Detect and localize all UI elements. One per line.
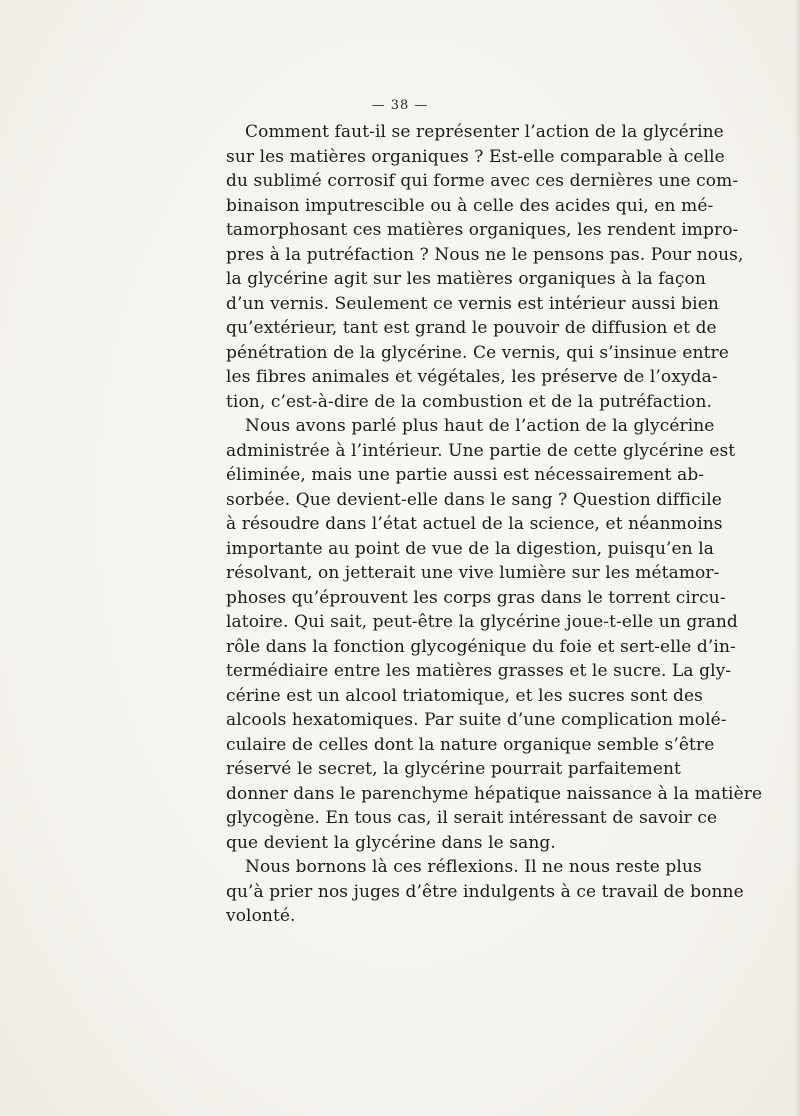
paragraph-2 (226, 414, 763, 855)
text-line: éliminée, mais une partie aussi est nécessairement ab- (226, 465, 705, 485)
text-line: Comment faut-il se représenter l’action de la glycérine (245, 122, 724, 142)
text-line: phoses qu’éprouvent les corps gras dans le torrent circu- (226, 587, 726, 608)
text-line: les fibres animales et végétales, les préserve de l’oxyda- (226, 367, 718, 387)
text-line: termédiaire entre les matières grasses et le sucre. La gly- (226, 661, 732, 681)
text-line: que devient la glycérine dans le sang. (226, 832, 556, 853)
text-line: importante au point de vue de la digestion, puisqu’en la (226, 538, 714, 559)
text-line: sur les matières organiques ? Est-elle comparable à celle (226, 146, 725, 167)
paragraph-3 (226, 855, 744, 929)
text-line: pénétration de la glycérine. Ce vernis, qui s’insinue entre (226, 342, 729, 363)
text-line: Nous bornons là ces réflexions. Il ne nous reste plus (245, 857, 702, 877)
text-line: donner dans le parenchyme hépatique naissance à la matière (226, 783, 763, 804)
text-line: rôle dans la fonction glycogénique du foie et sert-elle d’in- (226, 636, 736, 657)
body-text (226, 120, 763, 929)
page-number: — 38 — (371, 98, 429, 113)
text-line: qu’à prier nos juges d’être indulgents à ce travail de bonne (226, 881, 744, 902)
text-line: culaire de celles dont la nature organique semble s’être (226, 734, 715, 755)
text-line: administrée à l’intérieur. Une partie de cette glycérine est (226, 440, 736, 461)
text-line: binaison imputrescible ou à celle des acides qui, en mé- (226, 195, 714, 216)
text-line: tion, c’est-à-dire de la combustion et de la putréfaction. (226, 391, 713, 412)
text-line: cérine est un alcool triatomique, et les sucres sont des (226, 685, 703, 706)
text-line: Nous avons parlé plus haut de l’action de la glycérine (245, 416, 715, 436)
text-line: sorbée. Que devient-elle dans le sang ? Question difficile (226, 489, 722, 510)
text-line: à résoudre dans l’état actuel de la science, et néanmoins (226, 514, 723, 534)
text-line: du sublimé corrosif qui forme avec ces dernières une com- (226, 171, 739, 191)
page-edge-shadow (794, 0, 800, 1116)
text-line: pres à la putréfaction ? Nous ne le pensons pas. Pour nous, (226, 244, 744, 265)
text-line: volonté. (226, 906, 296, 926)
text-line: qu’extérieur, tant est grand le pouvoir de diffusion et de (226, 318, 717, 338)
paragraph-1 (226, 120, 744, 414)
text-line: glycogène. En tous cas, il serait intéressant de savoir ce (226, 808, 718, 828)
text-line: réservé le secret, la glycérine pourrait parfaitement (226, 759, 681, 779)
text-line: d’un vernis. Seulement ce vernis est intérieur aussi bien (226, 293, 719, 314)
text-line: la glycérine agit sur les matières organiques à la façon (226, 269, 706, 289)
text-line: tamorphosant ces matières organiques, les rendent impro- (226, 220, 739, 240)
text-line: latoire. Qui sait, peut-être la glycérine joue-t-elle un grand (226, 612, 738, 632)
text-line: alcools hexatomiques. Par suite d’une complication molé- (226, 710, 727, 730)
text-line: résolvant, on jetterait une vive lumière sur les métamor- (226, 563, 720, 583)
